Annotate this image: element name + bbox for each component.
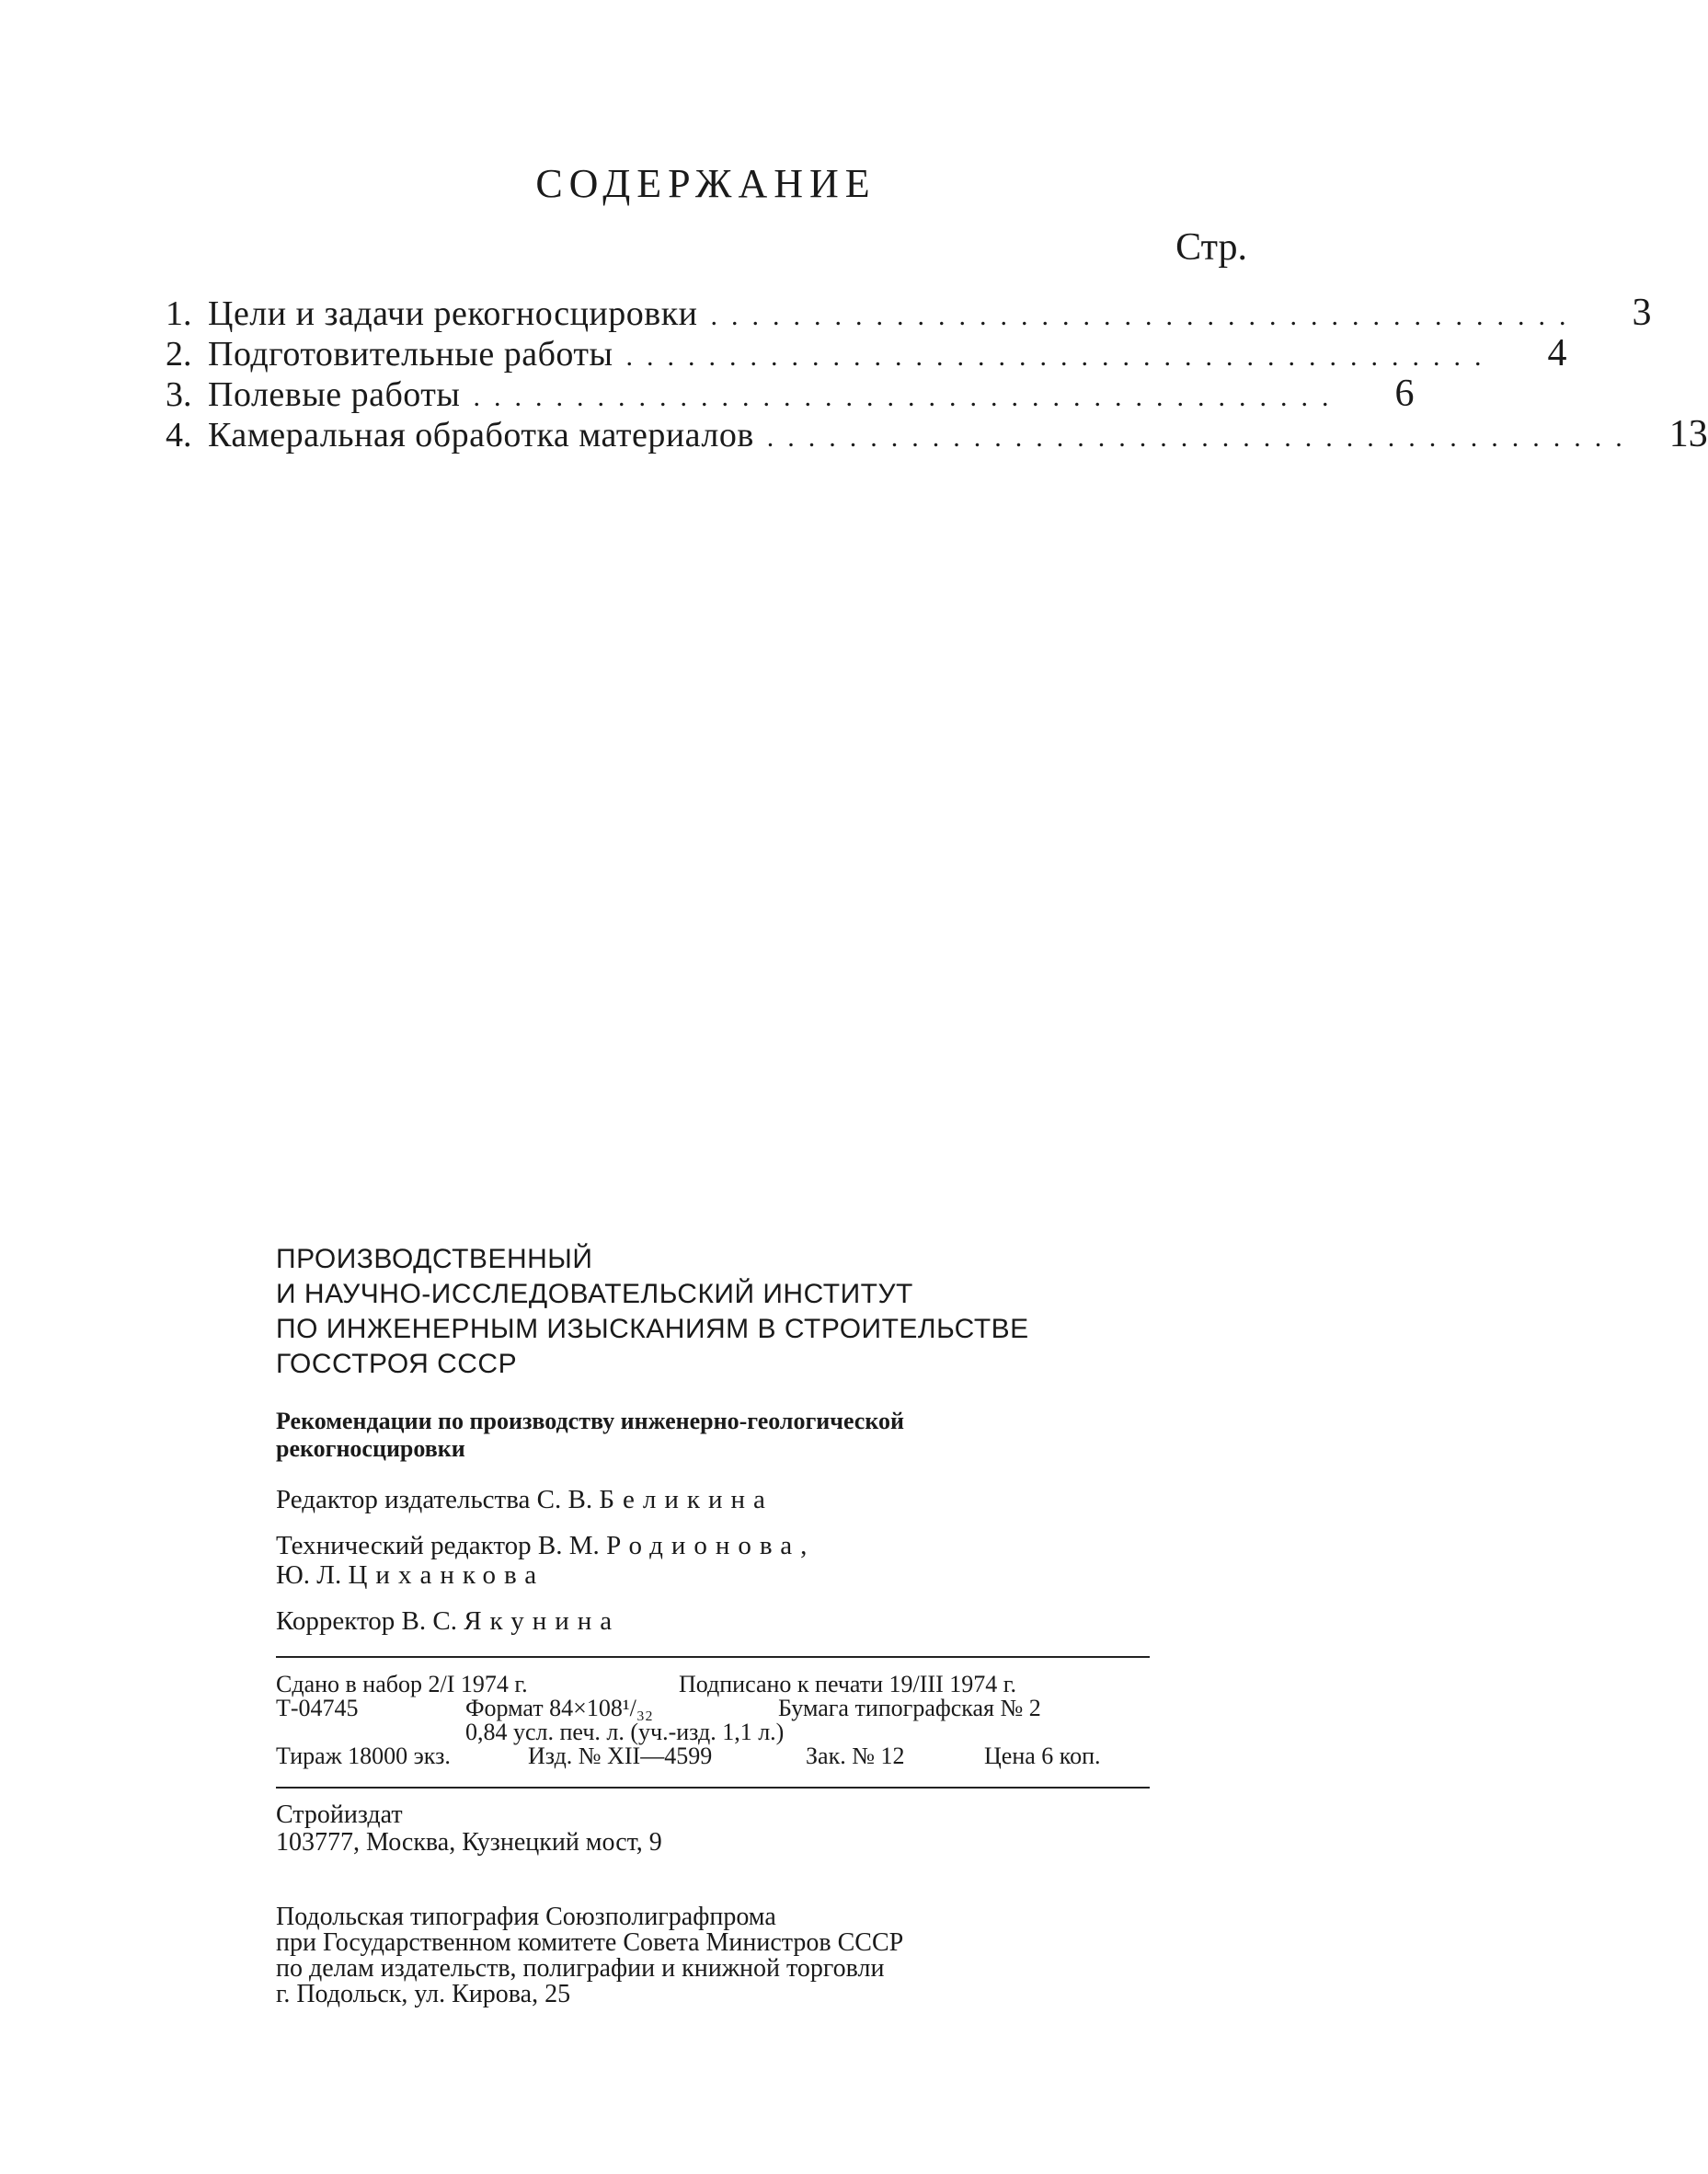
publisher-address: 103777, Москва, Кузнецкий мост, 9 [276, 1828, 662, 1857]
imprint-row [276, 1697, 1159, 1720]
price: Цена 6 коп. [984, 1743, 1101, 1769]
imprint-row [276, 1744, 1159, 1768]
printer-line: по делам издательств, полиграфии и книжной торговли [276, 1954, 885, 1983]
imprint-row [276, 1673, 1159, 1697]
print-run: Тираж 18000 экз. [276, 1743, 451, 1769]
credit-label: Редактор издательства С. В. [276, 1485, 593, 1514]
credit-surname: Цихaнкова [348, 1560, 545, 1590]
colophon [276, 1242, 1159, 2007]
toc-item-page: 13 [1668, 413, 1708, 455]
paper-type: Бумага типографская № 2 [778, 1695, 1041, 1721]
toc-item-title: Камеральная обработка материалов [208, 416, 754, 454]
printed-sheets: 0,84 усл. печ. л. (уч.-изд. 1,1 л.) [465, 1719, 785, 1745]
technical-editor-credit [276, 1531, 1159, 1560]
toc-leader-dots: .......................................... [625, 341, 1496, 372]
imprint-block [276, 1673, 1159, 1768]
publisher-block [276, 1801, 1159, 1857]
edition-number: Изд. № XII—4599 [528, 1743, 713, 1769]
divider [276, 1656, 1150, 1658]
toc-leader-dots: .......................................... [473, 382, 1343, 412]
printer-line: при Государственном комитете Совета Министров СССР [276, 1928, 904, 1957]
printer-line: Подольская типография Союзполиграфпрома [276, 1903, 776, 1931]
toc-leader-dots: .......................................... [766, 422, 1636, 453]
credit-surname: Родионова, [606, 1531, 816, 1560]
toc-item-title: Полевые работы [208, 375, 461, 414]
toc-item-page: 4 [1547, 332, 1567, 374]
toc-item-number: 1. [166, 294, 192, 333]
institute-name-line: ПРОИЗВОДСТВЕННЫЙ [276, 1244, 593, 1274]
toc-list [166, 292, 1708, 455]
printer-block [276, 1904, 1159, 2007]
toc-item-number: 3. [166, 375, 192, 414]
credit-label: Ю. Л. [276, 1560, 342, 1590]
submitted-date: Сдано в набор 2/I 1974 г. [276, 1671, 528, 1697]
institute-name-line: ПО ИНЖЕНЕРНЫМ ИЗЫСКАНИЯМ В СТРОИТЕЛЬСТВЕ [276, 1314, 1029, 1344]
institute-name-line: ГОССТРОЯ СССР [276, 1349, 518, 1379]
toc-title: СОДЕРЖАНИЕ [535, 161, 877, 206]
divider [276, 1787, 1150, 1789]
toc-item-title: Цели и задачи рекогносцировки [208, 294, 698, 333]
book-title [276, 1408, 1159, 1463]
institute-name-line: И НАУЧНО-ИССЛЕДОВАТЕЛЬСКИЙ ИНСТИТУТ [276, 1279, 913, 1309]
book-title-line: Рекомендации по производству инженерно-геологической [276, 1408, 904, 1434]
toc-item [166, 373, 1415, 415]
printer-line: г. Подольск, ул. Кирова, 25 [276, 1980, 571, 2008]
technical-editor-credit-2 [276, 1560, 1159, 1590]
order-number: Зак. № 12 [806, 1743, 905, 1769]
toc-item-page: 3 [1632, 292, 1652, 334]
imprint-row [276, 1720, 1159, 1744]
toc-item [166, 332, 1567, 374]
toc-page-column-header: Стр. [1175, 226, 1247, 269]
toc-item-number: 2. [166, 335, 192, 374]
corrector-credit [276, 1606, 1159, 1636]
signed-date: Подписано к печати 19/III 1974 г. [679, 1671, 1016, 1697]
toc-item [166, 292, 1652, 334]
format: Формат 84×108¹/₃₂ [465, 1695, 653, 1721]
credit-surname: Якунина [464, 1606, 621, 1636]
toc-item-page: 6 [1394, 373, 1415, 415]
toc-item-title: Подготовительные работы [208, 335, 613, 374]
book-title-line: рекогносцировки [276, 1435, 465, 1462]
credit-label: Технический редактор В. М. [276, 1531, 600, 1560]
order-code: Т-04745 [276, 1695, 359, 1721]
publisher-name: Стройиздат [276, 1800, 403, 1829]
toc-leader-dots: .......................................... [710, 301, 1580, 331]
credit-label: Корректор В. С. [276, 1606, 457, 1636]
toc-item-number: 4. [166, 416, 192, 454]
credit-surname: Беликина [599, 1485, 774, 1514]
toc-item [166, 413, 1708, 455]
publishing-editor-credit [276, 1485, 1159, 1514]
